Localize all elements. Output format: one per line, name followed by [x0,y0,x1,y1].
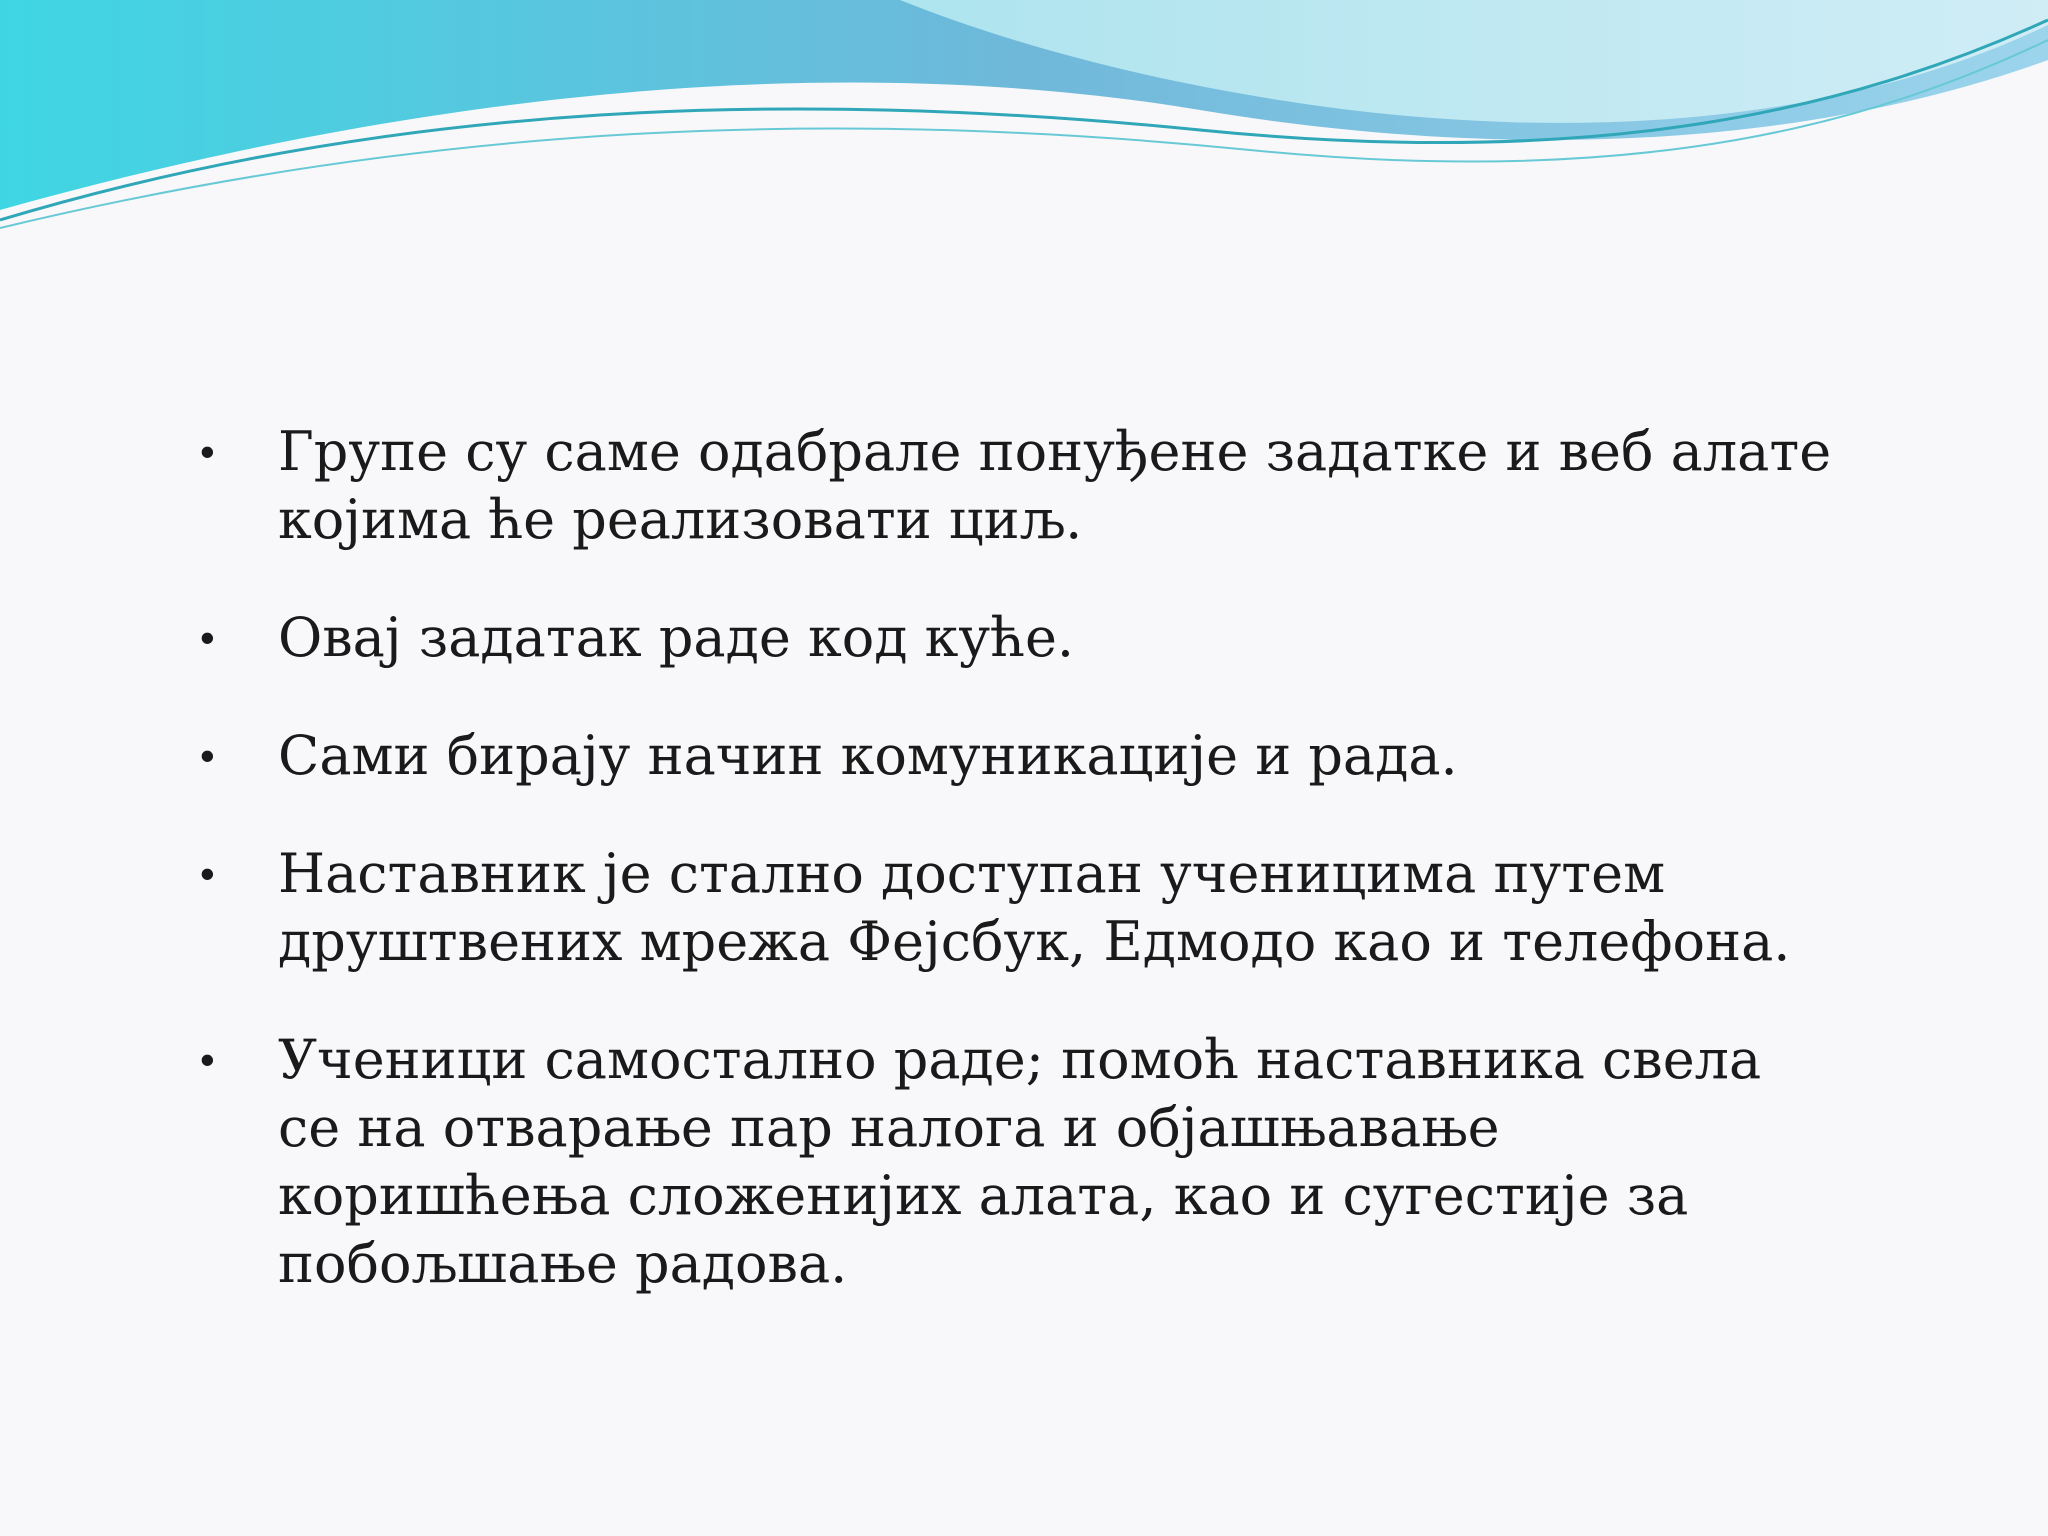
bullet-text: Групе су саме одабрале понуђене задатке и веб алате којима ће реализовати циљ. [278,420,1832,551]
header-wave-decoration [0,0,2048,240]
bullet-item [200,1026,1840,1298]
bullet-marker: • [200,1036,215,1083]
bullet-item [200,722,1840,790]
bullet-text: Овај задатак раде код куће. [278,606,1075,669]
bullet-text: Ученици самостално раде; помоћ наставника свела се на отварање пар налога и објашњавање коришћења сложенијих алата, као и сугестије за побољшање радова. [278,1028,1762,1295]
bullet-item [200,604,1840,672]
slide-content [200,418,1840,1348]
bullet-text: Наставник је стално доступан ученицима путем друштвених мрежа Фејсбук, Едмодо као и телефона. [278,842,1791,973]
bullet-marker: • [200,614,215,661]
bullet-marker: • [200,428,215,475]
bullet-item [200,840,1840,976]
bullet-item [200,418,1840,554]
bullet-list [200,418,1840,1298]
bullet-text: Сами бирају начин комуникације и рада. [278,724,1458,787]
bullet-marker: • [200,732,215,779]
bullet-marker: • [200,850,215,897]
